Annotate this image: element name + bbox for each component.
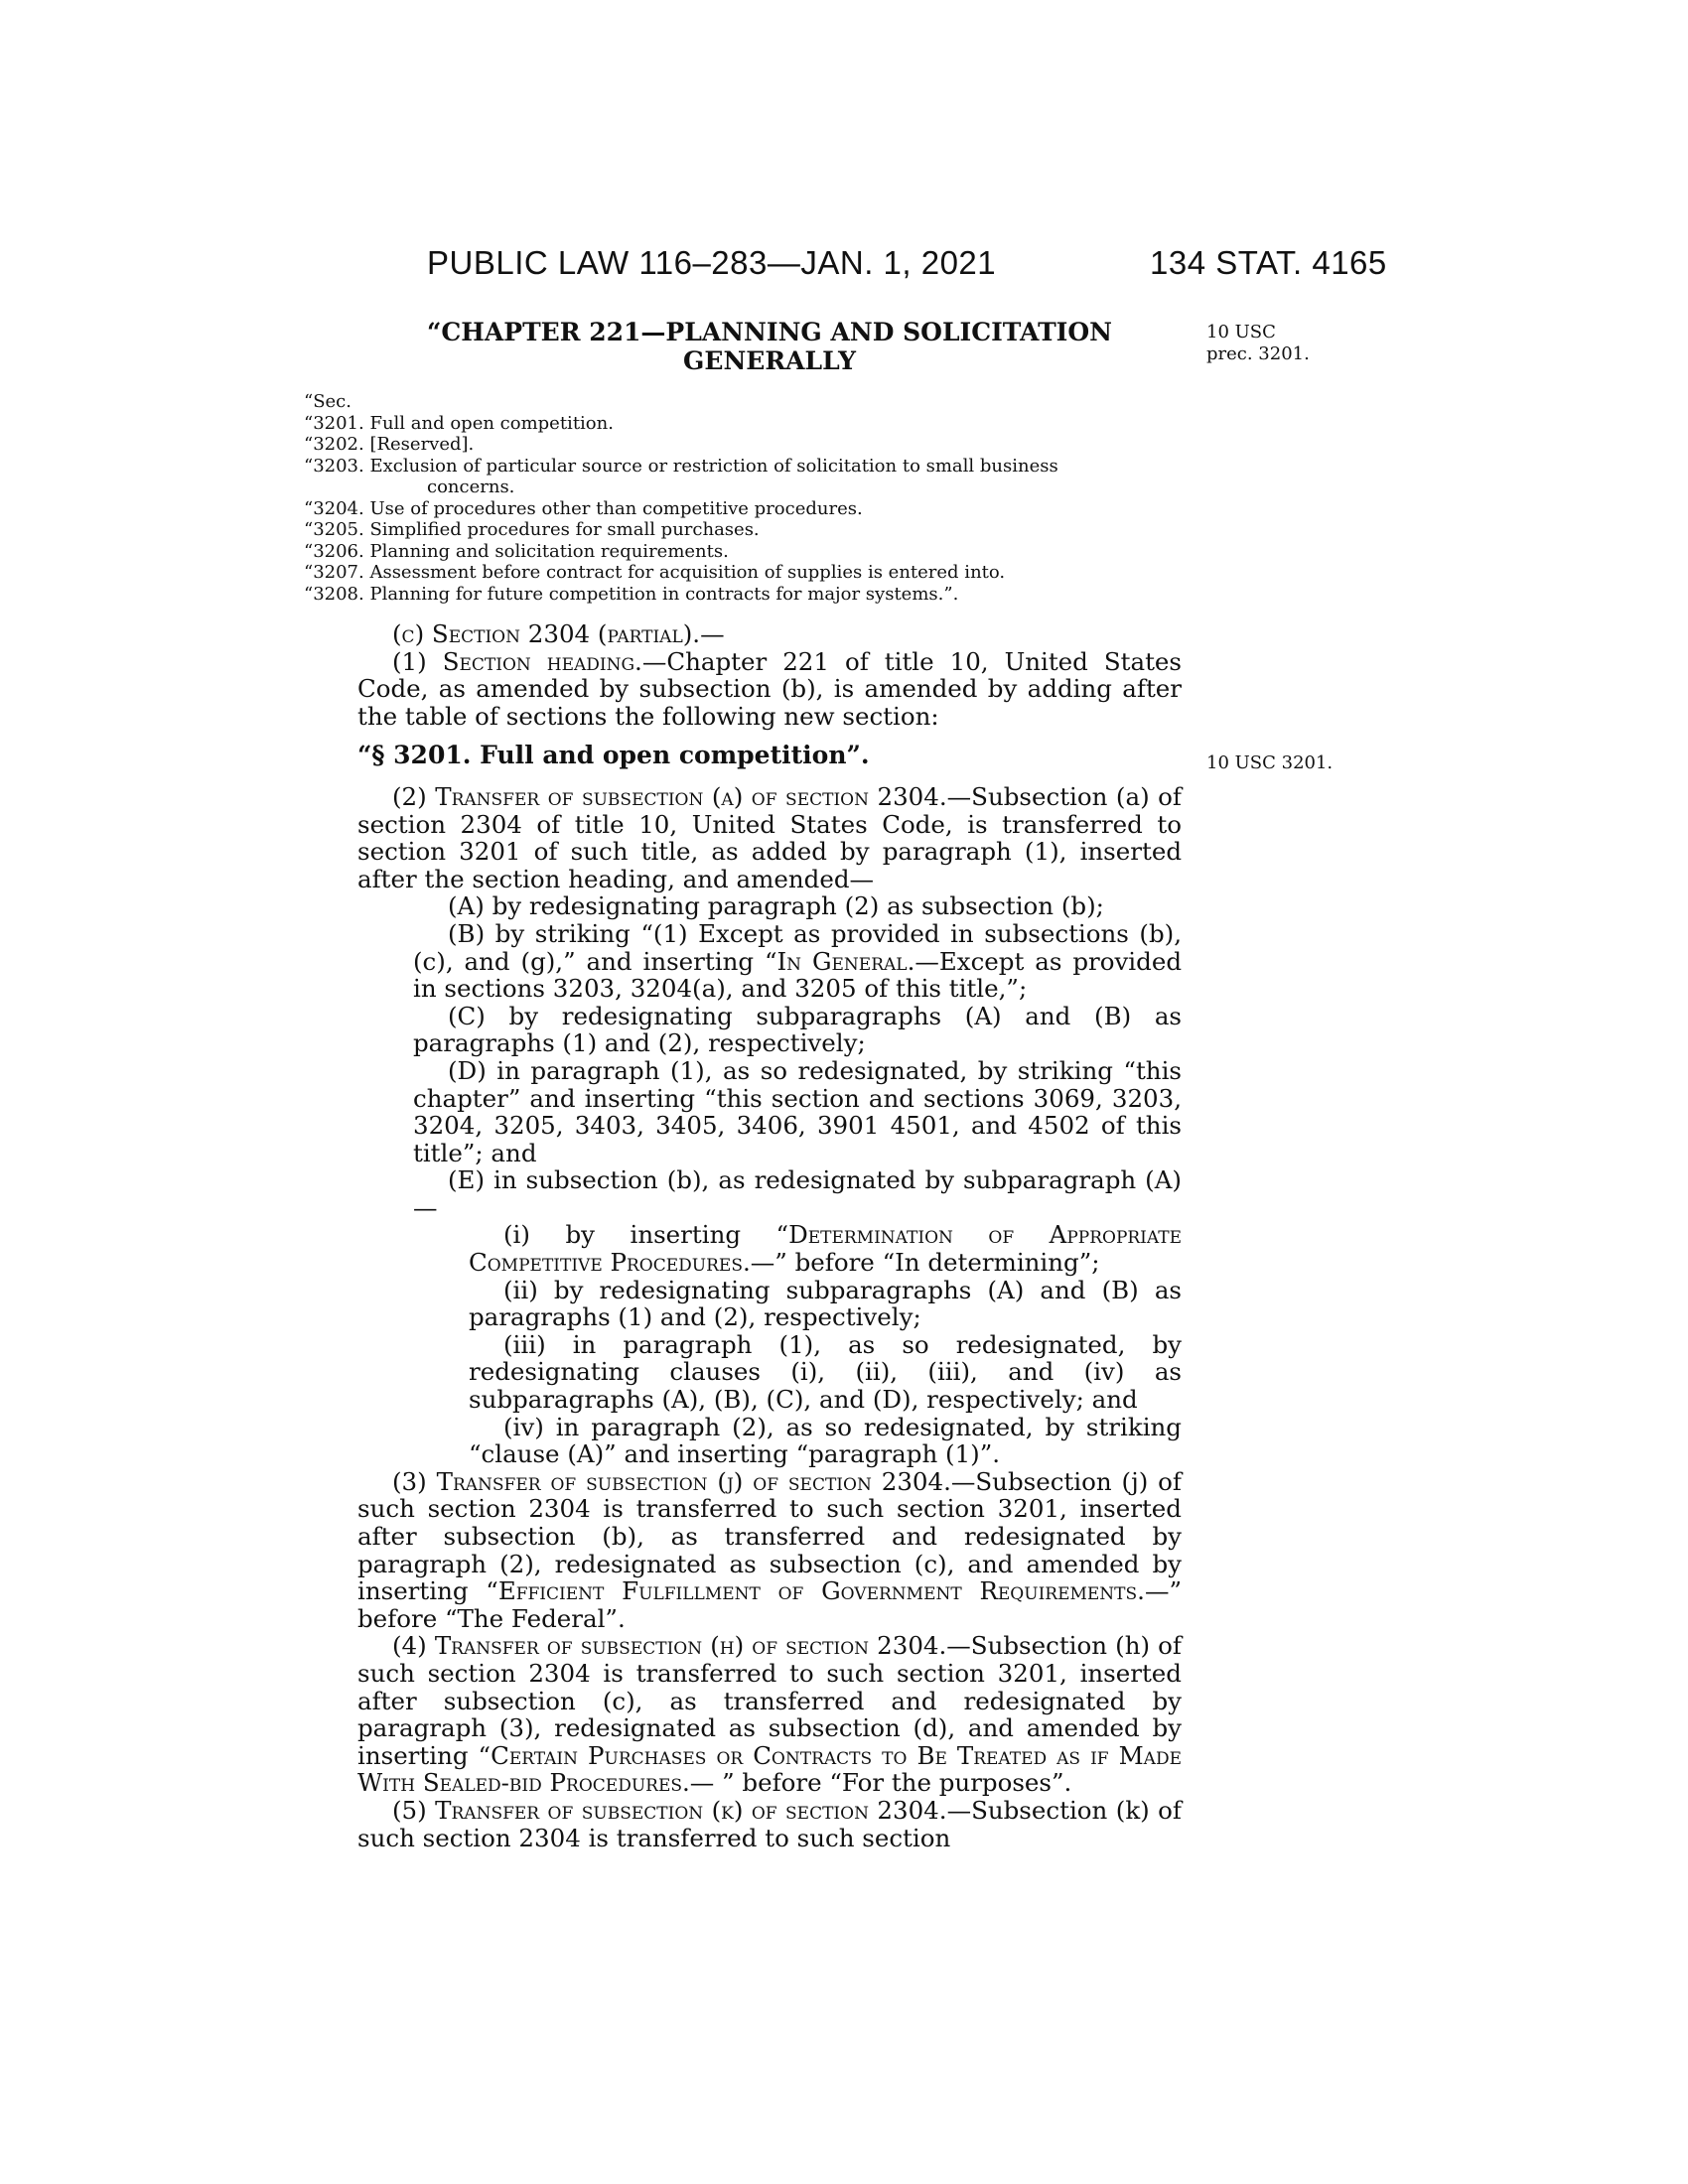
toc-item: “3201. Full and open competition. [304, 412, 614, 434]
subparagraph-a: (A) by redesignating paragraph (2) as subsection (b); [448, 891, 1104, 921]
subparagraph-b-text-1: (B) by striking “(1) Except as provided in subsections (b), (c), and (g),” and inserting “ [413, 918, 1182, 976]
clause-i-small-caps: Determination of Appropriate Competitive Procedures. [469, 1220, 1182, 1278]
subsection-c-heading: (c) Section 2304 (partial).— [392, 619, 725, 648]
clause-iv: (iv) in paragraph (2), as so redesignated, by striking “clause (A)” and inserting “paragraph (1)”. [469, 1412, 1182, 1469]
paragraph-1-heading: (1) Section heading. [392, 646, 642, 676]
subparagraph-c: (C) by redesignating subparagraphs (A) and (B) as paragraphs (1) and (2), respectively; [413, 1001, 1182, 1058]
toc-item: “3204. Use of procedures other than competitive procedures. [304, 497, 863, 519]
subparagraph-b-text-2: —Except as provided in sections 3203, 3204(a), and 3205 of this title,”; [413, 946, 1183, 1004]
public-law-citation: PUBLIC LAW 116–283—JAN. 1, 2021 [427, 244, 997, 281]
subparagraph-e: (E) in subsection (b), as redesignated by subparagraph (A)— [413, 1165, 1182, 1222]
paragraph-4-small-caps: Certain Purchases or Contracts to Be Treated as if Made With Sealed-bid Procedures. [357, 1740, 1182, 1798]
statute-page-number: 134 STAT. 4165 [1150, 244, 1387, 281]
toc-item: “3203. Exclusion of particular source or restriction of solicitation to small business [304, 455, 1058, 477]
paragraph-4-heading: (4) Transfer of subsection (h) of section 2304. [392, 1631, 947, 1661]
toc-sec-label: “Sec. [304, 391, 352, 412]
paragraph-3 [357, 1468, 1182, 1633]
toc-item: “3205. Simplified procedures for small purchases. [304, 519, 760, 540]
paragraph-3-text-2: —” before “The Federal”. [357, 1576, 1182, 1633]
clause-i [357, 1221, 1182, 1276]
toc-item-continuation: concerns. [427, 477, 515, 497]
amendment-text [357, 620, 1182, 1851]
section-3201-heading: “§ 3201. Full and open competition”. [357, 741, 870, 770]
chapter-margin-note-line-2: prec. 3201. [1206, 343, 1310, 364]
paragraph-4-text-1: —Subsection (h) of such section 2304 is transferred to such section 3201, inserted after subsection (c), as transferred and redesignated by paragraph (3), redesignated as subsection (d), and amended by inserting “ [357, 1631, 1182, 1770]
paragraph-3-heading: (3) Transfer of subsection (j) of section 2304. [392, 1466, 951, 1496]
paragraph-3-text-1: —Subsection (j) of such section 2304 is transferred to such section 3201, inserted after subsection (b), as transferred and redesignated by paragraph (2), redesignated as subsection (c), and amended by inserting “ [357, 1466, 1182, 1606]
chapter-margin-note [1206, 322, 1310, 365]
paragraph-2-text: —Subsection (a) of section 2304 of title 10, United States Code, is transferred to section 3201 of such title, as added by paragraph (1), inserted after the section heading, and amended— [357, 781, 1182, 893]
paragraph-3-small-caps: Efficient Fulfillment of Government Requirements. [497, 1576, 1145, 1606]
toc-item: “3206. Planning and solicitation requirements. [304, 540, 729, 562]
paragraph-1-text: —Chapter 221 of title 10, United States Code, as amended by subsection (b), is amended by adding after the table of sections the following new section: [357, 646, 1183, 731]
page-header [0, 244, 1688, 294]
subparagraph-d: (D) in paragraph (1), as so redesignated, by striking “this chapter” and inserting “this section and sections 3069, 3203, 3204, 3205, 3403, 3405, 3406, 3901 4501, and 4502 of this title”; and [413, 1055, 1182, 1167]
paragraph-2 [357, 783, 1182, 892]
toc-item: “3208. Planning for future competition in contracts for major systems.”. [304, 583, 959, 605]
section-margin-note: 10 USC 3201. [1206, 752, 1334, 773]
paragraph-5-heading: (5) Transfer of subsection (k) of section 2304. [392, 1795, 947, 1825]
clause-i-text-1: (i) by inserting “ [503, 1220, 789, 1250]
chapter-title-line-2: GENERALLY [683, 346, 856, 375]
table-of-sections [304, 391, 1178, 605]
paragraph-4 [357, 1632, 1182, 1797]
clause-iii: (iii) in paragraph (1), as so redesignated, by redesignating clauses (i), (ii), (iii), and (iv) as subparagraphs (A), (B), (C), and (D), respectively; and [469, 1329, 1182, 1415]
subparagraph-b-small-caps: In General. [776, 946, 915, 976]
paragraph-2-heading: (2) Transfer of subsection (a) of section 2304. [392, 781, 947, 811]
paragraph-5-text: —Subsection (k) of such section 2304 is transferred to such section [357, 1795, 1182, 1852]
clause-i-text-2: —” before “In determining”; [750, 1248, 1100, 1278]
subparagraph-b [357, 920, 1182, 1003]
paragraph-5 [357, 1797, 1182, 1851]
paragraph-1 [357, 648, 1182, 731]
clause-ii: (ii) by redesignating subparagraphs (A) and (B) as paragraphs (1) and (2), respectively; [469, 1275, 1182, 1332]
chapter-title [352, 318, 1187, 375]
toc-item: “3207. Assessment before contract for acquisition of supplies is entered into. [304, 562, 1006, 583]
chapter-title-line-1: “CHAPTER 221—PLANNING AND SOLICITATION [426, 318, 1112, 346]
toc-item: “3202. [Reserved]. [304, 434, 475, 455]
chapter-margin-note-line-1: 10 USC [1206, 322, 1276, 342]
paragraph-4-text-2: — ” before “For the purposes”. [689, 1768, 1072, 1798]
